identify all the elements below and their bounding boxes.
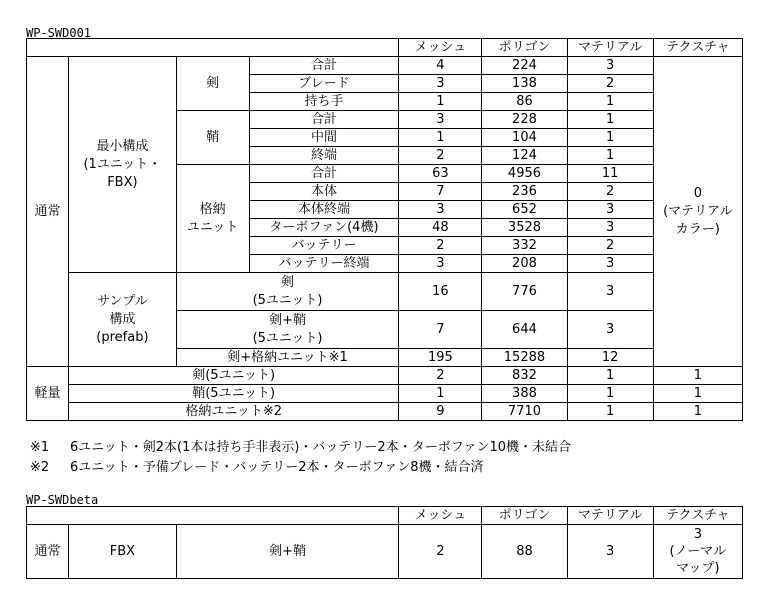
cell-mesh: 1 (399, 129, 482, 147)
header-blank (27, 39, 399, 57)
header-texture: テクスチャ (653, 507, 742, 525)
header-mesh: メッシュ (399, 507, 482, 525)
cell-material: 3 (567, 201, 653, 219)
cell-mesh: 3 (399, 75, 482, 93)
row-label: 格納ユニット※2 (69, 403, 399, 421)
cell-mesh: 1 (399, 385, 482, 403)
cell-mesh: 1 (399, 93, 482, 111)
footnote-2 (30, 456, 484, 475)
group-sheath: 鞘 (176, 111, 249, 165)
cell-polygon: 832 (482, 367, 567, 385)
cell-mesh: 9 (399, 403, 482, 421)
cell-mesh: 16 (399, 273, 482, 311)
table2-title: WP-SWDbeta (26, 493, 99, 507)
cell-polygon: 388 (482, 385, 567, 403)
row-label: 剣+鞘 (176, 525, 399, 579)
footnote-text: 6ユニット・予備ブレード・バッテリー2本・ターボファン8機・結合済 (70, 460, 484, 475)
cell-polygon: 652 (482, 201, 567, 219)
cell-mesh: 3 (399, 255, 482, 273)
footnote-mark: ※1 (30, 440, 50, 455)
cell-polygon: 208 (482, 255, 567, 273)
row-label: 中間 (249, 129, 399, 147)
row-label: 終端 (249, 147, 399, 165)
row-label: 持ち手 (249, 93, 399, 111)
row-label: ターボファン(4機) (249, 219, 399, 237)
row-label: 剣 (5ユニット) (176, 273, 399, 311)
cell-mesh: 2 (399, 237, 482, 255)
cell-polygon: 88 (482, 525, 567, 579)
cell-material: 1 (567, 111, 653, 129)
group-storage-unit: 格納 ユニット (176, 165, 249, 273)
cell-texture: 1 (653, 403, 742, 421)
footnote-text: 6ユニット・剣2本(1本は持ち手非表示)・バッテリー2本・ターボファン10機・未結合 (70, 440, 571, 455)
row-label: 剣+格納ユニット※1 (176, 349, 399, 367)
row-label: 鞘(5ユニット) (69, 385, 399, 403)
cell-polygon: 4956 (482, 165, 567, 183)
row-label: 本体終端 (249, 201, 399, 219)
cell-material: 3 (567, 219, 653, 237)
cell-polygon: 644 (482, 311, 567, 349)
cell-material: 12 (567, 349, 653, 367)
cell-polygon: 15288 (482, 349, 567, 367)
header-material: マテリアル (567, 39, 653, 57)
cell-mesh: 3 (399, 111, 482, 129)
cell-texture: 1 (653, 367, 742, 385)
spec-table-swdbeta (26, 506, 743, 579)
cell-mesh: 7 (399, 183, 482, 201)
cell-polygon: 776 (482, 273, 567, 311)
type-normal: 通常 (27, 57, 69, 367)
header-polygon: ポリゴン (482, 39, 567, 57)
cell-mesh: 195 (399, 349, 482, 367)
cell-mesh: 48 (399, 219, 482, 237)
cell-material: 1 (567, 147, 653, 165)
header-material: マテリアル (567, 507, 653, 525)
cell-mesh: 2 (399, 147, 482, 165)
cell-material: 3 (567, 273, 653, 311)
cell-material: 11 (567, 165, 653, 183)
footnote-1 (30, 436, 571, 455)
cell-material: 1 (567, 403, 653, 421)
cell-material: 2 (567, 75, 653, 93)
cell-material: 3 (567, 255, 653, 273)
cell-polygon: 236 (482, 183, 567, 201)
cell-material: 3 (567, 525, 653, 579)
cell-material: 1 (567, 129, 653, 147)
table1-title: WP-SWD001 (26, 26, 92, 40)
footnote-mark: ※2 (30, 460, 50, 475)
cell-mesh: 63 (399, 165, 482, 183)
row-label: 剣+鞘 (5ユニット) (176, 311, 399, 349)
row-label: 本体 (249, 183, 399, 201)
cell-material: 3 (567, 57, 653, 75)
cell-polygon: 86 (482, 93, 567, 111)
format-label: FBX (69, 525, 177, 579)
cell-polygon: 224 (482, 57, 567, 75)
row-label: 合計 (249, 165, 399, 183)
cell-material: 1 (567, 385, 653, 403)
row-label: 合計 (249, 57, 399, 75)
cell-material: 1 (567, 93, 653, 111)
cell-mesh: 2 (399, 367, 482, 385)
cell-polygon: 7710 (482, 403, 567, 421)
row-label: 剣(5ユニット) (69, 367, 399, 385)
cell-mesh: 2 (399, 525, 482, 579)
spec-table-swd001 (26, 38, 743, 421)
cell-material: 2 (567, 237, 653, 255)
cell-polygon: 228 (482, 111, 567, 129)
row-label: バッテリー終端 (249, 255, 399, 273)
type-light: 軽量 (27, 367, 69, 421)
cell-polygon: 3528 (482, 219, 567, 237)
cell-polygon: 104 (482, 129, 567, 147)
min-config-label: 最小構成 (1ユニット・ FBX) (69, 57, 177, 273)
type-normal: 通常 (27, 525, 69, 579)
header-polygon: ポリゴン (482, 507, 567, 525)
cell-material: 2 (567, 183, 653, 201)
header-texture: テクスチャ (653, 39, 742, 57)
cell-texture: 1 (653, 385, 742, 403)
cell-mesh: 4 (399, 57, 482, 75)
sample-config-label: サンプル 構成 (prefab) (69, 273, 177, 367)
header-blank (27, 507, 399, 525)
cell-polygon: 138 (482, 75, 567, 93)
cell-polygon: 124 (482, 147, 567, 165)
header-mesh: メッシュ (399, 39, 482, 57)
cell-mesh: 7 (399, 311, 482, 349)
cell-mesh: 3 (399, 201, 482, 219)
texture-material-color: 0 (マテリアル カラー) (653, 57, 742, 367)
row-label: ブレード (249, 75, 399, 93)
cell-polygon: 332 (482, 237, 567, 255)
cell-texture-normal-map: 3 (ノーマル マップ) (653, 525, 742, 579)
cell-material: 3 (567, 311, 653, 349)
cell-material: 1 (567, 367, 653, 385)
row-label: 合計 (249, 111, 399, 129)
group-sword: 剣 (176, 57, 249, 111)
row-label: バッテリー (249, 237, 399, 255)
